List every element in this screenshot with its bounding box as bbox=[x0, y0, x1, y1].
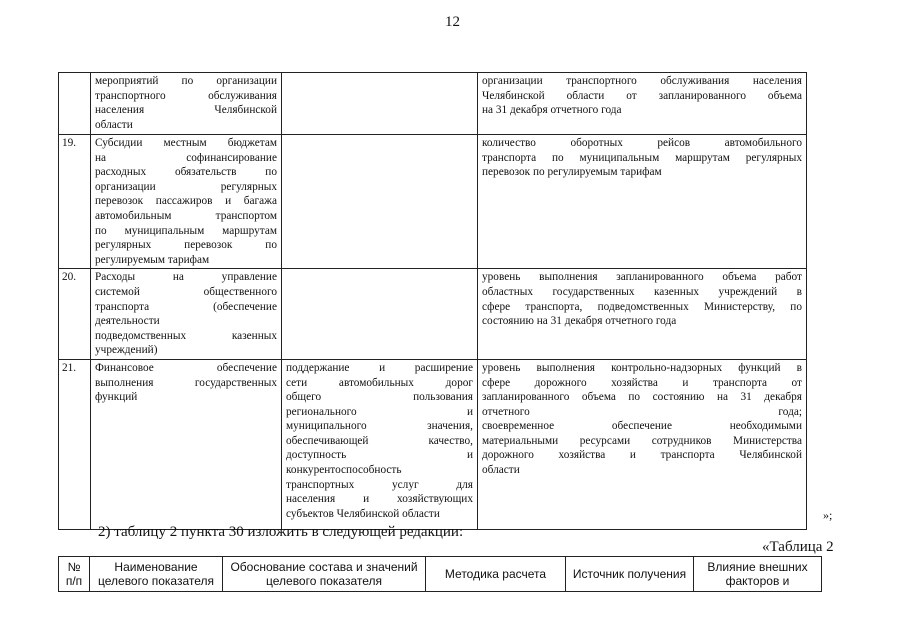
measure-name-line: населения Челябинской bbox=[95, 104, 277, 117]
measure-name-line: области bbox=[95, 118, 133, 131]
measure-name-line: Финансовое обеспечение bbox=[95, 361, 277, 374]
table-row bbox=[59, 269, 807, 360]
indicator-text-line: организации транспортного обслуживания населения bbox=[482, 75, 802, 87]
measure-name-line: мероприятий по организации bbox=[95, 75, 277, 87]
table2-caption: «Таблица 2 bbox=[762, 539, 834, 555]
measure-name-line: деятельности bbox=[95, 315, 160, 328]
page-number: 12 bbox=[445, 14, 460, 30]
basis-text-line: муниципального значения, bbox=[286, 420, 473, 433]
basis-text-cell bbox=[282, 135, 478, 269]
measure-name-cell bbox=[91, 269, 282, 360]
indicator-text-line: на 31 декабря отчетного года bbox=[482, 104, 622, 117]
measure-name-line: транспорта (обеспечение bbox=[95, 300, 277, 313]
row-number: 21. bbox=[59, 359, 91, 529]
basis-text-cell bbox=[282, 269, 478, 360]
basis-text-line: субъектов Челябинской области bbox=[286, 507, 440, 520]
row-number: 19. bbox=[59, 135, 91, 269]
closing-quote: »; bbox=[823, 508, 833, 522]
indicator-text-cell bbox=[478, 359, 807, 529]
measure-name-line: системой общественного bbox=[95, 285, 277, 298]
row-number: 20. bbox=[59, 269, 91, 360]
measure-name-line: учреждений) bbox=[95, 344, 158, 357]
basis-text-line: сети автомобильных дорог bbox=[286, 376, 473, 389]
indicator-text-line: перевозок по регулируемым тарифам bbox=[482, 166, 662, 179]
basis-text-line: регионального и bbox=[286, 405, 473, 418]
measure-name-line: перевозок пассажиров и багажа bbox=[95, 195, 277, 208]
measure-name-line: Субсидии местным бюджетам bbox=[95, 137, 277, 149]
basis-text-line: транспортных услуг для bbox=[286, 478, 473, 491]
indicator-text-line: Челябинской области от запланированного объема bbox=[482, 89, 802, 102]
measure-name-line: на софинансирование bbox=[95, 151, 277, 164]
measure-name-line: регулярных перевозок по bbox=[95, 239, 277, 252]
indicator-text-line: уровень выполнения запланированного объема работ bbox=[482, 271, 802, 284]
indicator-text-line: уровень выполнения контрольно-надзорных функций в bbox=[482, 361, 802, 374]
measure-name-line: организации регулярных bbox=[95, 180, 277, 193]
measure-name-line: Расходы на управление bbox=[95, 271, 277, 284]
indicator-text-line: сфере дорожного хозяйства и транспорта от bbox=[482, 376, 802, 389]
indicator-text-line: сфере транспорта, подведомственных Министерству, по bbox=[482, 300, 802, 313]
indicator-text-line: дорожного хозяйства и транспорта Челябинской bbox=[482, 449, 802, 462]
table2-header bbox=[58, 556, 822, 592]
table-row bbox=[59, 135, 807, 269]
basis-text-cell bbox=[282, 73, 478, 135]
measure-name-line: по муниципальным маршрутам bbox=[95, 224, 277, 237]
row-number bbox=[59, 73, 91, 135]
measure-name-cell bbox=[91, 359, 282, 529]
measure-name-line: регулируемым тарифам bbox=[95, 253, 210, 266]
indicator-text-line: своевременное обеспечение необходимыми bbox=[482, 420, 802, 433]
amendment-paragraph: 2) таблицу 2 пункта 30 изложить в следующей редакции: bbox=[98, 524, 464, 540]
measure-name-line: расходных обязательств по bbox=[95, 166, 277, 179]
header-basis: Обоснование состава и значений целевого показателя bbox=[223, 557, 426, 592]
measure-name-line: подведомственных казенных bbox=[95, 329, 277, 342]
indicator-text-cell bbox=[478, 269, 807, 360]
measure-name-cell bbox=[91, 135, 282, 269]
indicator-text-cell bbox=[478, 135, 807, 269]
indicator-text-line: транспорта по муниципальным маршрутам регулярных bbox=[482, 151, 802, 164]
measure-name-line: автомобильным транспортом bbox=[95, 209, 277, 222]
indicator-text-line: состоянию на 31 декабря отчетного года bbox=[482, 315, 677, 328]
basis-text-line: конкурентоспособность bbox=[286, 464, 402, 477]
indicator-text-line: количество оборотных рейсов автомобильного bbox=[482, 137, 802, 149]
basis-text-line: доступность и bbox=[286, 449, 473, 462]
header-method: Методика расчета bbox=[426, 557, 566, 592]
basis-text-line: поддержание и расширение bbox=[286, 361, 473, 374]
header-indicator-name: Наименование целевого показателя bbox=[90, 557, 223, 592]
header-external-factors: Влияние внешних факторов и bbox=[694, 557, 822, 592]
indicator-text-line: запланированного объема по состоянию на 31 декабря bbox=[482, 391, 802, 404]
measure-name-line: выполнения государственных bbox=[95, 376, 277, 389]
indicator-text-cell bbox=[478, 73, 807, 135]
measure-name-line: функций bbox=[95, 391, 138, 404]
measures-table bbox=[58, 72, 807, 530]
indicator-text-line: материальными ресурсами сотрудников Министерства bbox=[482, 434, 802, 447]
table-row bbox=[59, 73, 807, 135]
basis-text-line: населения и хозяйствующих bbox=[286, 493, 473, 506]
indicator-text-line: областных государственных казенных учреждений в bbox=[482, 285, 802, 298]
table-row bbox=[59, 359, 807, 529]
measure-name-line: транспортного обслуживания bbox=[95, 89, 277, 102]
header-num: № п/п bbox=[59, 557, 90, 592]
indicator-text-line: области bbox=[482, 464, 520, 477]
indicator-text-line: отчетного года; bbox=[482, 405, 802, 418]
header-source: Источник получения bbox=[566, 557, 694, 592]
basis-text-cell bbox=[282, 359, 478, 529]
measure-name-cell bbox=[91, 73, 282, 135]
basis-text-line: обеспечивающей качество, bbox=[286, 434, 473, 447]
basis-text-line: общего пользования bbox=[286, 391, 473, 404]
